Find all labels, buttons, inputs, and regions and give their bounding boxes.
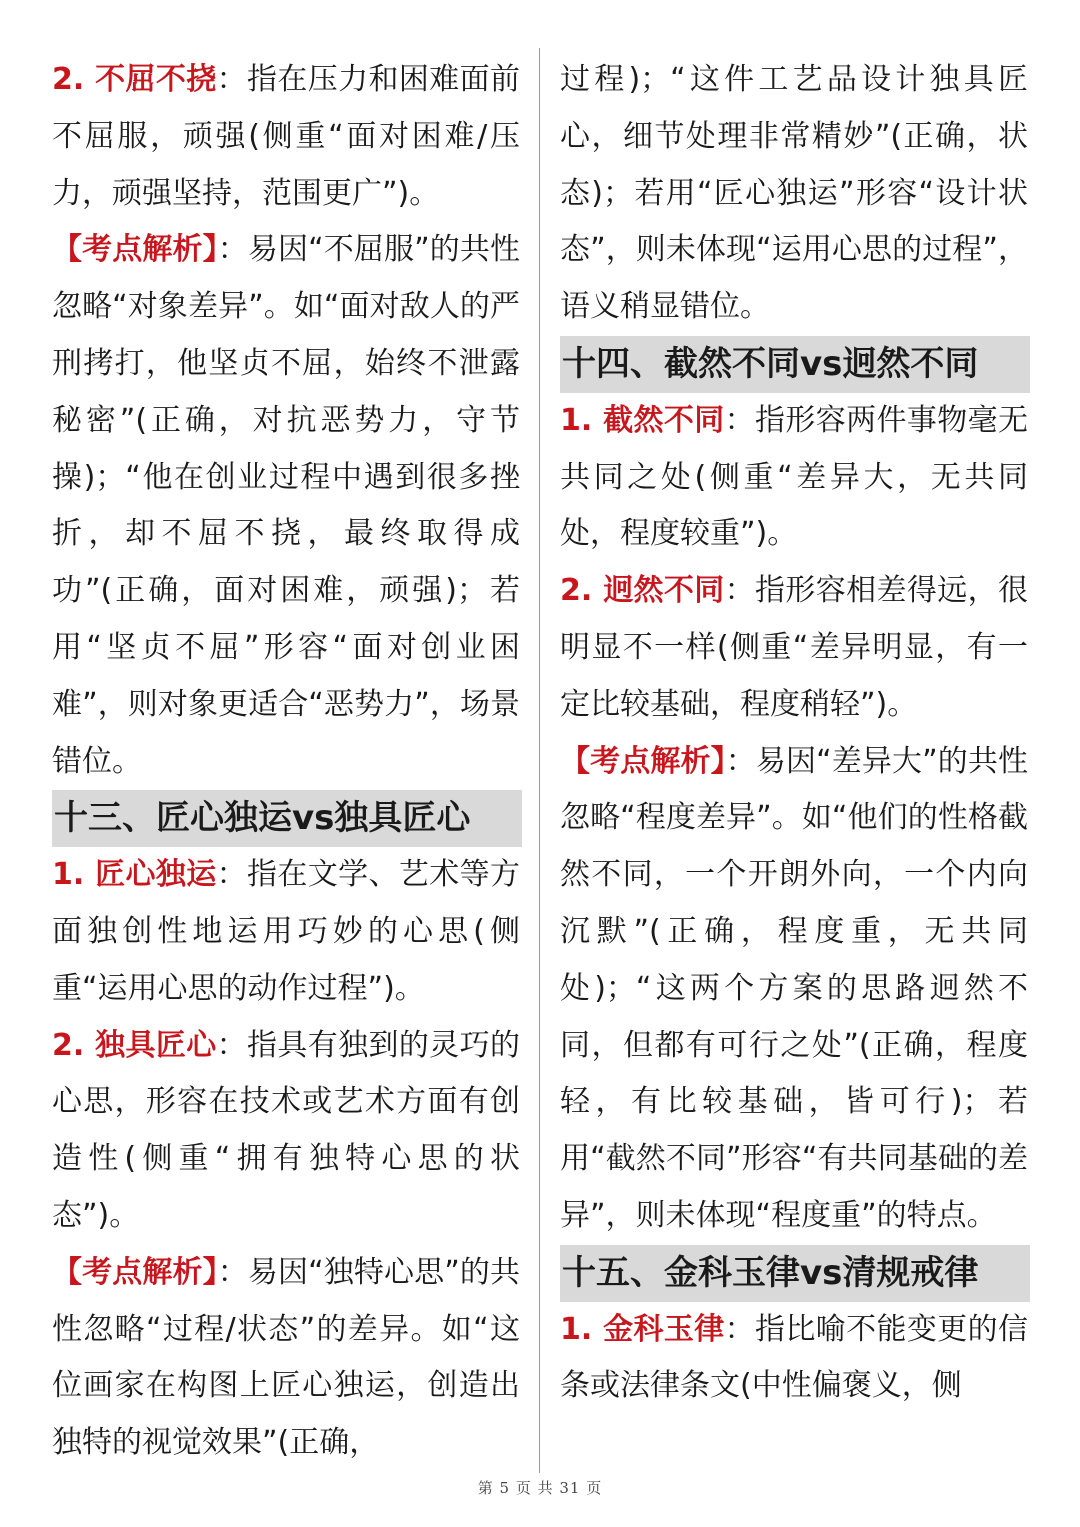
- term-definition: ：指具有独到的灵巧的心思，形容在技术或艺术方面有创造性(侧重“拥有独特心思的状态”)。: [52, 1027, 521, 1233]
- analysis-paragraph: [560, 734, 1028, 1245]
- term-definition: ：指形容两件事物毫无共同之处(侧重“差异大，无共同处，程度较重”)。: [560, 402, 1029, 552]
- right-column: [560, 52, 1028, 1415]
- analysis-label: 【考点解析】: [560, 743, 726, 779]
- term-label: 1. 匠心独运: [52, 857, 217, 893]
- term-label: 1. 截然不同: [560, 402, 725, 438]
- term-definition: ：指比喻不能变更的信条或法律条文(中性偏褒义，侧: [560, 1311, 1029, 1404]
- analysis-paragraph: [52, 222, 520, 790]
- term-label: 2. 迥然不同: [560, 573, 725, 609]
- continued-paragraph: 过程)；“这件工艺品设计独具匠心，细节处理非常精妙”(正确，状态)；若用“匠心独运”形容“设计状态”，则未体现“运用心思的过程”，语义稍显错位。: [560, 62, 1028, 325]
- left-column: [52, 52, 520, 1472]
- term-definition: ：指在压力和困难面前不屈服，顽强(侧重“面对困难/压力，顽强坚持，范围更广”)。: [52, 62, 521, 211]
- section-heading: 十三、匠心独运vs独具匠心: [52, 790, 522, 847]
- analysis-label: 【考点解析】: [52, 1254, 218, 1290]
- definition-item: [560, 1302, 1028, 1416]
- section-heading: 十四、截然不同vs迥然不同: [560, 336, 1030, 393]
- definition-item: [560, 393, 1028, 563]
- term-label: 1. 金科玉律: [560, 1311, 725, 1347]
- definition-item: [52, 52, 520, 222]
- column-divider: [539, 48, 540, 1473]
- definition-item: [52, 1018, 520, 1245]
- definition-item: [560, 563, 1028, 733]
- definition-item: [52, 847, 520, 1017]
- term-definition: ：指在文学、艺术等方面独创性地运用巧妙的心思(侧重“运用心思的动作过程”)。: [52, 857, 521, 1006]
- term-label: 2. 不屈不挠: [52, 62, 217, 97]
- term-definition: ：指形容相差得远，很明显不一样(侧重“差异明显，有一定比较基础，程度稍轻”)。: [560, 573, 1029, 722]
- analysis-text: ：易因“不屈服”的共性忽略“对象差异”。如“面对敌人的严刑拷打，他坚贞不屈，始终不泄露秘密”(正确，对抗恶势力，守节操)；“他在创业过程中遇到很多挫折，却不屈不挠，最终取得成功”(正确，面对困难，顽强)；若用“坚贞不屈”形容“面对创业困难”，则对象更适合“恶势力”，场景错位。: [52, 232, 520, 779]
- analysis-text: ：易因“独特心思”的共性忽略“过程/状态”的差异。如“这位画家在构图上匠心独运，创造出独特的视觉效果”(正确，: [52, 1254, 520, 1461]
- analysis-paragraph: [52, 1245, 520, 1472]
- analysis-text: ：易因“差异大”的共性忽略“程度差异”。如“他们的性格截然不同，一个开朗外向，一个内向沉默”(正确，程度重，无共同处)；“这两个方案的思路迥然不同，但都有可行之处”(正确，程度轻，有比较基础，皆可行)；若用“截然不同”形容“有共同基础的差异”，则未体现“程度重”的特点。: [560, 743, 1028, 1233]
- term-label: 2. 独具匠心: [52, 1027, 217, 1063]
- analysis-label: 【考点解析】: [52, 232, 218, 268]
- section-heading: 十五、金科玉律vs清规戒律: [560, 1245, 1030, 1302]
- page-number: 第 5 页 共 31 页: [477, 1479, 603, 1497]
